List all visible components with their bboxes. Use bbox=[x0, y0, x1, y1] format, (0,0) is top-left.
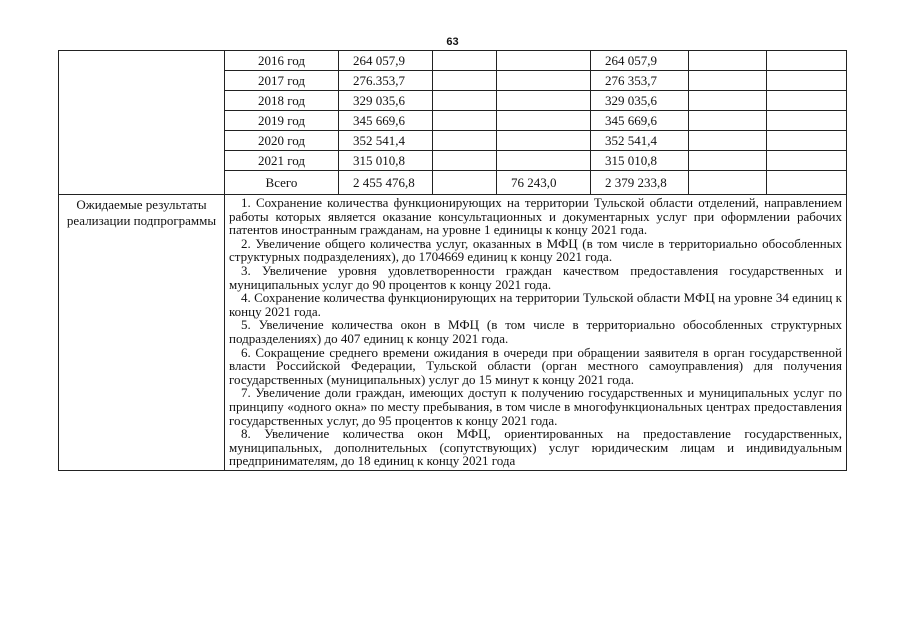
value-cell: 2 379 233,8 bbox=[591, 171, 689, 195]
value-cell bbox=[497, 111, 591, 131]
value-cell bbox=[433, 171, 497, 195]
total-cell: 352 541,4 bbox=[339, 131, 433, 151]
value-cell bbox=[689, 151, 767, 171]
total-cell: 276.353,7 bbox=[339, 71, 433, 91]
value-cell bbox=[689, 111, 767, 131]
value-cell bbox=[689, 71, 767, 91]
result-item: 6. Сокращение среднего времени ожидания в очереди при обращении заявителя в орган государственной власти Российской Федерации, Тульской области (орган местного самоуправления) для получения государственных (муниципальных) услуг до 15 минут к концу 2021 года. bbox=[229, 344, 842, 387]
total-cell: 345 669,6 bbox=[339, 111, 433, 131]
value-cell bbox=[433, 111, 497, 131]
value-cell bbox=[689, 171, 767, 195]
value-cell: 276 353,7 bbox=[591, 71, 689, 91]
value-cell bbox=[767, 171, 847, 195]
value-cell bbox=[767, 111, 847, 131]
value-cell bbox=[497, 151, 591, 171]
value-cell bbox=[497, 51, 591, 71]
result-item: 5. Увеличение количества окон в МФЦ (в том числе в территориально обособленных структурных подразделениях) до 407 единиц к концу 2021 года. bbox=[229, 317, 842, 346]
result-item: 4. Сохранение количества функционирующих на территории Тульской области МФЦ на уровне 34 единиц к концу 2021 года. bbox=[229, 290, 842, 319]
value-cell bbox=[433, 131, 497, 151]
value-cell: 345 669,6 bbox=[591, 111, 689, 131]
year-cell: 2019 год bbox=[225, 111, 339, 131]
value-cell: 264 057,9 bbox=[591, 51, 689, 71]
value-cell bbox=[767, 151, 847, 171]
value-cell bbox=[433, 151, 497, 171]
value-cell bbox=[433, 91, 497, 111]
total-cell: 264 057,9 bbox=[339, 51, 433, 71]
value-cell bbox=[689, 51, 767, 71]
result-item: 2. Увеличение общего количества услуг, оказанных в МФЦ (в том числе в территориально обособленных структурных подразделениях), до 1704669 единиц к концу 2021 года. bbox=[229, 235, 842, 265]
value-cell bbox=[767, 71, 847, 91]
results-cell bbox=[225, 195, 847, 471]
value-cell bbox=[689, 91, 767, 111]
value-cell: 76 243,0 bbox=[497, 171, 591, 195]
value-cell bbox=[433, 51, 497, 71]
total-label: Всего bbox=[225, 171, 339, 195]
result-item: 8. Увеличение количества окон МФЦ, ориентированных на предоставление государственных, муниципальных, дополнительных (сопутствующих) услуг юридическим лицам и индивидуальным предпринимателям, до 18 единиц к концу 2021 года bbox=[229, 426, 842, 469]
result-item: 7. Увеличение доли граждан, имеющих доступ к получению государственных и муниципальных услуг по принципу «одного окна» по месту пребывания, в том числе в многофункциональных центрах предоставления государственных услуг, до 95 процентов к концу 2021 года. bbox=[229, 385, 842, 428]
value-cell: 315 010,8 bbox=[591, 151, 689, 171]
results-label: Ожидаемые результаты реализации подпрограммы bbox=[59, 195, 225, 471]
total-cell: 2 455 476,8 bbox=[339, 171, 433, 195]
result-item: 1. Сохранение количества функционирующих на территории Тульской области отделений, направлением работы которых является оказание консультационных и документарных услуг при оформлении рабочих патентов иностранным гражданам, на уровне 1 единицы к концу 2021 года. bbox=[229, 195, 842, 238]
value-cell: 352 541,4 bbox=[591, 131, 689, 151]
finance-row bbox=[59, 51, 847, 71]
year-cell: 2020 год bbox=[225, 131, 339, 151]
value-cell bbox=[767, 91, 847, 111]
value-cell bbox=[767, 51, 847, 71]
result-item: 3. Увеличение уровня удовлетворенности граждан качеством предоставления государственных и муниципальных услуг до 90 процентов к концу 2021 года. bbox=[229, 262, 842, 292]
value-cell: 329 035,6 bbox=[591, 91, 689, 111]
value-cell bbox=[767, 131, 847, 151]
total-cell: 329 035,6 bbox=[339, 91, 433, 111]
subprogram-table bbox=[58, 50, 847, 471]
year-cell: 2021 год bbox=[225, 151, 339, 171]
value-cell bbox=[689, 131, 767, 151]
results-row bbox=[59, 195, 847, 471]
page-number: 63 bbox=[446, 36, 459, 48]
value-cell bbox=[497, 131, 591, 151]
value-cell bbox=[497, 71, 591, 91]
value-cell bbox=[497, 91, 591, 111]
year-cell: 2016 год bbox=[225, 51, 339, 71]
value-cell bbox=[433, 71, 497, 91]
empty-label-cell bbox=[59, 51, 225, 195]
year-cell: 2018 год bbox=[225, 91, 339, 111]
year-cell: 2017 год bbox=[225, 71, 339, 91]
total-cell: 315 010,8 bbox=[339, 151, 433, 171]
